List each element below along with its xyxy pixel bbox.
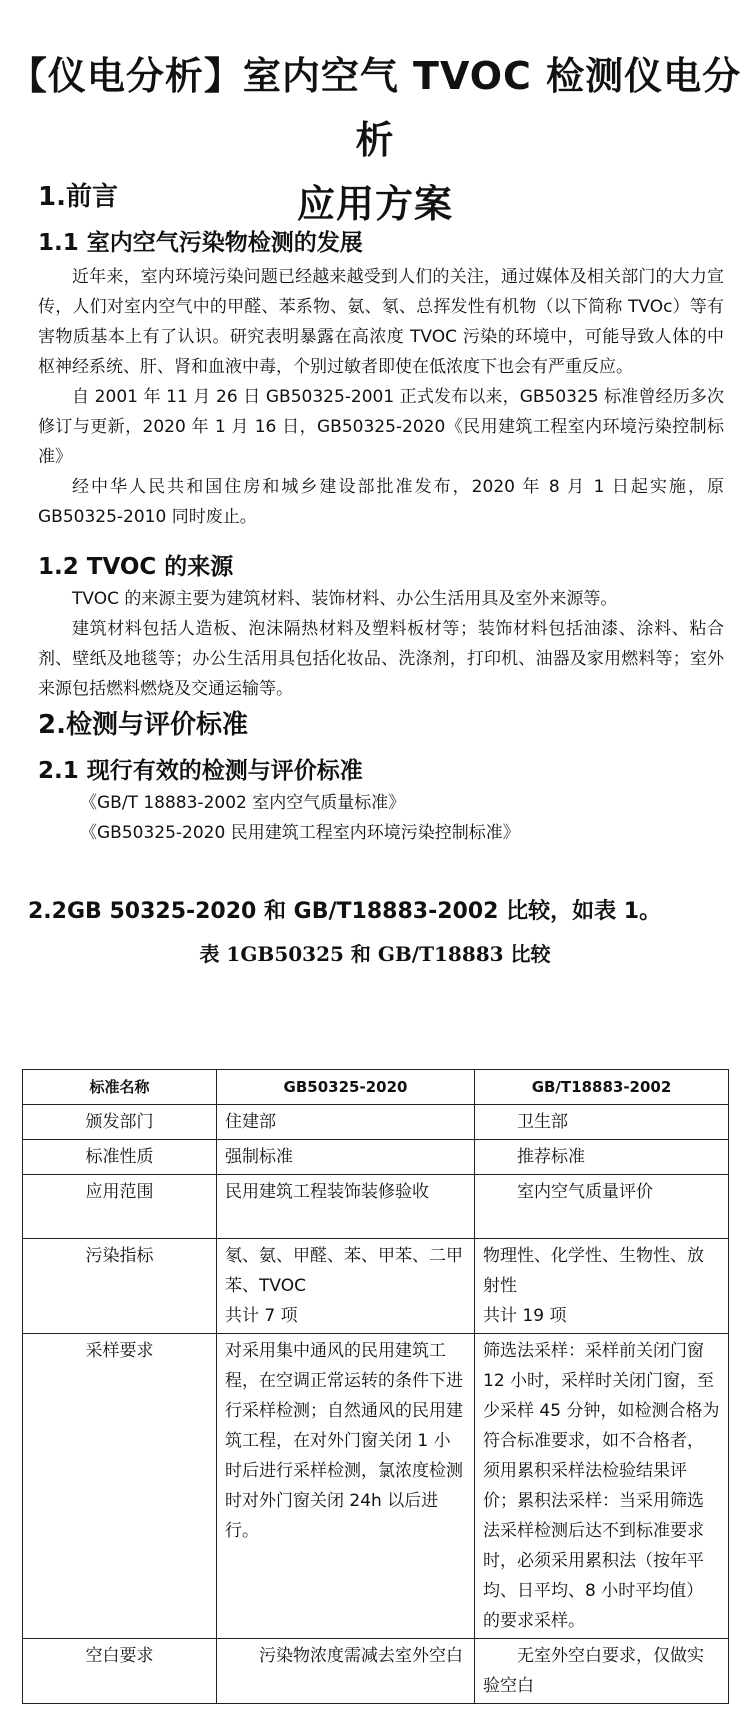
table-cell: 采样要求: [23, 1334, 217, 1639]
table-cell: [217, 1239, 475, 1334]
section-heading-2-1: 2.1 现行有效的检测与评价标准: [38, 758, 363, 784]
table-row: [23, 1140, 729, 1175]
table-cell: 标准性质: [23, 1140, 217, 1175]
cell-text: 物理性、化学性、生物性、放射性: [483, 1246, 704, 1296]
table-cell: 应用范围: [23, 1175, 217, 1239]
standard-item: 《GB/T 18883-2002 室内空气质量标准》: [80, 793, 406, 813]
section-heading-1-1: 1.1 室内空气污染物检测的发展: [38, 230, 363, 256]
table-cell: 推荐标准: [475, 1140, 729, 1175]
table-cell: 强制标准: [217, 1140, 475, 1175]
table-cell: 卫生部: [475, 1105, 729, 1140]
title-line-2: 应用方案: [296, 182, 453, 226]
table-cell: 对采用集中通风的民用建筑工程，在空调正常运转的条件下进行采样检测；自然通风的民用建筑工程，在对外门窗关闭 1 小时后进行采样检测，氯浓度检测时对外门窗关闭 24h 以后进行。: [217, 1334, 475, 1639]
section-heading-2-2: 2.2GB 50325-2020 和 GB/T18883-2002 比较，如表 1。: [28, 899, 662, 924]
paragraph: TVOC 的来源主要为建筑材料、装饰材料、办公生活用具及室外来源等。: [72, 589, 618, 609]
table-cell: [475, 1239, 729, 1334]
table-cell: 污染指标: [23, 1239, 217, 1334]
section-heading-1-2: 1.2 TVOC 的来源: [38, 554, 234, 580]
table-cell: 民用建筑工程装饰装修验收: [217, 1175, 475, 1239]
paragraph: 近年来，室内环境污染问题已经越来越受到人们的关注，通过媒体及相关部门的大力宣传，人们对室内空气中的甲醛、苯系物、氨、氡、总挥发性有机物（以下简称 TVOc）等有害物质基本上有了认识。研究表明暴露在高浓度 TVOC 污染的环境中，可能导致人体的中枢神经系统、肝、肾和血液中毒，个别过敏者即使在低浓度下也会有严重反应。: [38, 267, 724, 377]
table-row: [23, 1105, 729, 1140]
cell-text: 氡、氨、甲醛、苯、甲苯、二甲苯、TVOC: [225, 1246, 463, 1296]
section-heading-2: 2.检测与评价标准: [38, 710, 248, 740]
table-row: [23, 1239, 729, 1334]
paragraph: 经中华人民共和国住房和城乡建设部批准发布，2020 年 8 月 1 日起实施，原 GB50325-2010 同时废止。: [38, 477, 724, 527]
cell-count: 共计 7 项: [225, 1306, 298, 1326]
table-cell: 室内空气质量评价: [475, 1175, 729, 1239]
table-cell: 污染物浓度需减去室外空白: [217, 1639, 475, 1704]
table-cell: 无室外空白要求，仅做实验空白: [475, 1639, 729, 1704]
table-cell: 颁发部门: [23, 1105, 217, 1140]
table-header-row: [23, 1070, 729, 1105]
title-line-1: 【仪电分析】室内空气 TVOC 检测仪电分析: [8, 54, 742, 162]
section-1-1-body: [38, 262, 724, 532]
cell-count: 共计 19 项: [483, 1306, 567, 1326]
table-cell: 住建部: [217, 1105, 475, 1140]
comparison-table: [22, 1069, 729, 1704]
table-header: GB/T18883-2002: [475, 1070, 729, 1105]
table-header: GB50325-2020: [217, 1070, 475, 1105]
paragraph: 建筑材料包括人造板、泡沫隔热材料及塑料板材等；装饰材料包括油漆、涂料、粘合剂、壁纸及地毯等；办公生活用具包括化妆品、洗涤剂，打印机、油器及家用燃料等；室外来源包括燃料燃烧及交通运输等。: [38, 619, 724, 699]
table-header: 标准名称: [23, 1070, 217, 1105]
standard-item: 《GB50325-2020 民用建筑工程室内环境污染控制标准》: [80, 823, 520, 843]
table-cell: 空白要求: [23, 1639, 217, 1704]
section-1-2-body: [38, 584, 724, 704]
paragraph: 自 2001 年 11 月 26 日 GB50325-2001 正式发布以来，GB50325 标准曾经历多次修订与更新，2020 年 1 月 16 日，GB50325-2020《民用建筑工程室内环境污染控制标准》: [38, 387, 724, 467]
table-cell: 筛选法采样：采样前关闭门窗 12 小时，采样时关闭门窗，至少采样 45 分钟，如检测合格为符合标准要求，如不合格者，须用累积采样法检验结果评价；累积法采样：当采用筛选法采样检测后达不到标准要求时，必须采用累积法（按年平均、日平均、8 小时平均值）的要求采样。: [475, 1334, 729, 1639]
standards-list: [80, 788, 520, 848]
section-heading-1: 1.前言: [38, 182, 118, 212]
table-caption: 表 1GB50325 和 GB/T18883 比较: [199, 942, 551, 966]
table-row: [23, 1334, 729, 1639]
table-row: [23, 1175, 729, 1239]
table-row: [23, 1639, 729, 1704]
